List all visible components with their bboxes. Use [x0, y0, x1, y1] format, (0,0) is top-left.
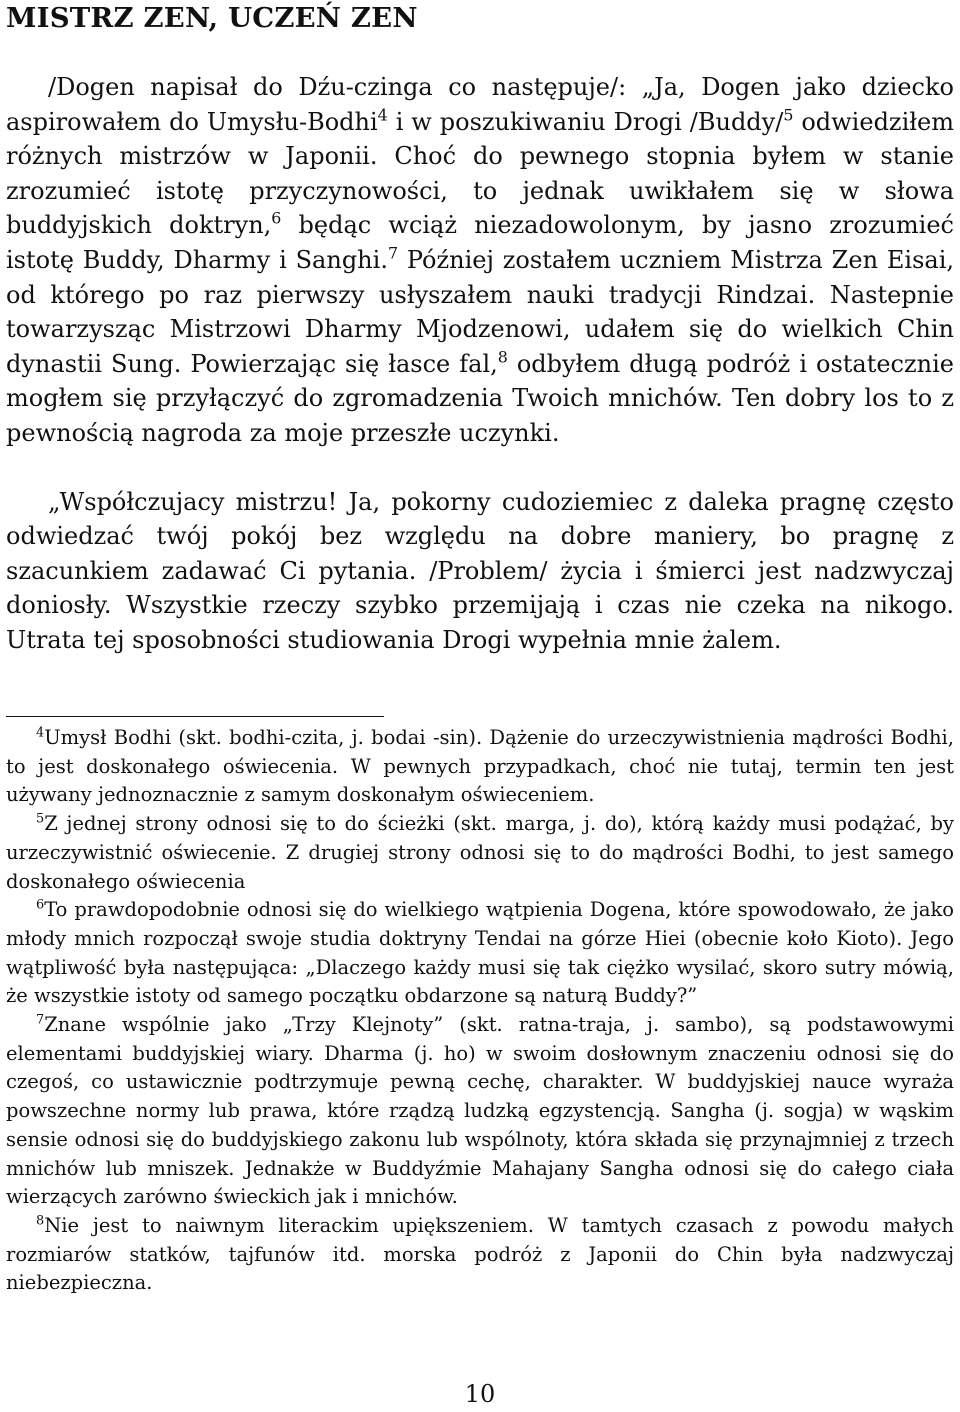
footnote-6: [6, 896, 954, 1011]
footnote-8: [6, 1212, 954, 1298]
paragraph-1: [6, 70, 954, 451]
footnote-ref-5[interactable]: 5: [783, 105, 794, 125]
footnote-ref-7[interactable]: 7: [387, 243, 399, 263]
paragraph-1-text: Później zostałem uczniem Mistrza Zen Eisai, od którego po raz pierwszy usłyszałem nauki tradycji Rindzai. Nastepnie towarzysząc Mistrzowi Dharmy Mjodzenowi, udałem się do wielkich Chin dynastii Sung. Powierzając się łasce fal,: [6, 245, 954, 378]
footnotes: [6, 724, 954, 1298]
main-text: [6, 70, 954, 658]
footnote-6-text: To prawdopodobnie odnosi się do wielkiego wątpienia Dogena, które spowodowało, że jako młody mnich rozpoczął swoje studia doktryny Tendai na górze Hiei (obecnie koło Kioto). Jego wątpliwość była następująca: „Dlaczego każdy musi się tak ciężko wysilać, skoro sutry mówią, że wszystkie istoty od samego początku obdarzone są naturą Buddy?”: [6, 898, 954, 1008]
footnote-ref-8[interactable]: 8: [497, 347, 508, 367]
footnote-5-number: 5: [36, 811, 45, 827]
footnote-4: [6, 724, 954, 810]
footnote-8-text: Nie jest to naiwnym literackim upiększeniem. W tamtych czasach z powodu małych rozmiarów statków, tajfunów itd. morska podróż z Japonii do Chin była nadzwyczaj niebezpieczna.: [6, 1213, 954, 1295]
footnote-6-number: 6: [36, 897, 45, 913]
paragraph-1-text: i w poszukiwaniu Drogi /Buddy/: [387, 107, 784, 136]
paragraph-1-text: odwiedziłem różnych mistrzów w Japonii. Choć do pewnego stopnia byłem w stanie zrozumieć istotę przyczynowości, to jednak uwikłałem się w słowa buddyjskich doktryn,: [6, 107, 954, 240]
footnote-ref-4[interactable]: 4: [377, 105, 388, 125]
page-number: 10: [464, 1380, 496, 1408]
paragraph-2: „Współczujacy mistrzu! Ja, pokorny cudoziemiec z daleka pragnę często odwiedzać twój pokój bez względu na dobre maniery, bo pragnę z szacunkiem zadawać Ci pytania. /Problem/ życia i śmierci jest nadzwyczaj doniosły. Wszystkie rzeczy szybko przemijają i czas nie czeka na nikogo. Utrata tej sposobności studiowania Drogi wypełnia mnie żalem.: [6, 487, 954, 654]
footnote-rule: [6, 716, 384, 717]
footnote-ref-6[interactable]: 6: [271, 208, 282, 228]
footnote-7: [6, 1011, 954, 1212]
footnote-4-number: 4: [36, 725, 45, 741]
footnote-7-number: 7: [36, 1012, 45, 1028]
paragraph-1-text: będąc wciąż niezadowolonym, by jasno zrozumieć istotę Buddy, Dharmy i Sanghi.: [6, 211, 954, 274]
footnote-5: [6, 810, 954, 896]
paragraph-1-text: odbyłem długą podróż i ostatecznie mogłem się przyłączyć do zgromadzenia Twoich mnichów. Ten dobry los to z pewnością nagroda za moje przeszłe uczynki.: [6, 349, 954, 447]
footnote-5-text: Z jednej strony odnosi się to do ścieżki (skt. marga, j. do), którą każdy musi podążać, by urzeczywistnić oświecenie. Z drugiej strony odnosi się to do mądrości Bodhi, to jest samego doskonałego oświecenia: [6, 812, 954, 893]
chapter-title: MISTRZ ZEN, UCZEŃ ZEN: [6, 2, 418, 34]
footnote-7-text: Znane wspólnie jako „Trzy Klejnoty” (skt. ratna-traja, j. sambo), są podstawowymi elementami buddyjskiej wiary. Dharma (j. ho) w swoim dosłownym znaczeniu odnosi się do czegoś, co ustawicznie podtrzymuje pewną cechę, charakter. W buddyjskiej nauce wyraża powszechne normy lub prawa, które rządzą ludzką egzystencją. Sangha (j. sogja) w wąskim sensie odnosi się do buddyjskiego zakonu lub wspólnoty, która składa się przynajmniej z trzech mnichów lub mniszek. Jednakże w Buddyźmie Mahajany Sangha odnosi się do całego ciała wierzących zarówno świeckich jak i mnichów.: [6, 1013, 954, 1209]
footnote-4-text: Umysł Bodhi (skt. bodhi-czita, j. bodai -sin). Dążenie do urzeczywistnienia mądrości Bodhi, to jest doskonałego oświecenia. W pewnych przypadkach, choć nie tutaj, termin ten jest używany jednoznacznie z samym doskonałym oświeceniem.: [6, 726, 954, 807]
paragraph-1-text: /Dogen napisał do Dźu-czinga co następuje/: „Ja, Dogen jako dziecko aspirowałem do Umysłu-Bodhi: [6, 73, 954, 136]
footnote-8-number: 8: [36, 1213, 45, 1229]
